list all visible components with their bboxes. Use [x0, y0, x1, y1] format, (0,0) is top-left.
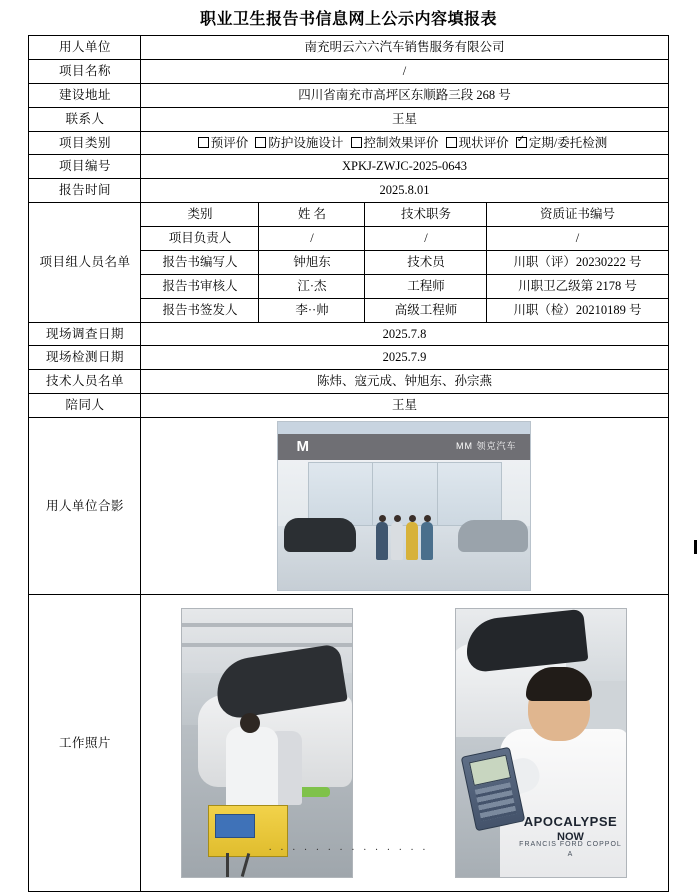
category-label: 项目类别	[29, 131, 141, 155]
test-date-label: 现场检测日期	[29, 346, 141, 370]
group-photo-label: 用人单位合影	[29, 418, 141, 595]
team-title-3: 高级工程师	[365, 298, 487, 322]
table-row-employer	[29, 36, 668, 60]
photo-device-screen	[469, 755, 511, 786]
team-cert-3: 川职（检）20210189 号	[487, 298, 668, 322]
public-disclosure-form	[28, 35, 668, 892]
team-header-2: 技术职务	[365, 203, 487, 227]
team-role-1: 报告书编写人	[141, 250, 259, 274]
checkbox-icon[interactable]	[446, 137, 457, 148]
team-role-0: 项目负责人	[141, 227, 259, 251]
table-row-category	[29, 131, 668, 155]
table-row-tech-staff	[29, 370, 668, 394]
category-option-4-label: 定期/委托检测	[528, 135, 608, 150]
category-option-3[interactable]	[446, 136, 509, 150]
work-photo-right	[455, 608, 627, 878]
employer-value: 南充明云六六汽车销售服务有限公司	[141, 36, 668, 60]
table-row-address	[29, 83, 668, 107]
team-header-0: 类别	[141, 203, 259, 227]
work-photo-row	[143, 608, 665, 878]
project-no-label: 项目编号	[29, 155, 141, 179]
address-value: 四川省南充市高坪区东顺路三段 268 号	[141, 83, 668, 107]
category-option-0-label: 预评价	[210, 135, 249, 150]
category-option-3-label: 现状评价	[458, 135, 509, 150]
team-header-3: 资质证书编号	[487, 203, 668, 227]
work-photo-label: 工作照片	[29, 595, 141, 892]
report-time-value: 2025.8.01	[141, 179, 668, 203]
shirt-text-secondary: NOW	[557, 831, 584, 844]
team-name-3: 李··帅	[259, 298, 365, 322]
project-no-value: XPKJ-ZWJC-2025-0643	[141, 155, 668, 179]
team-name-1: 钟旭东	[259, 250, 365, 274]
photo-car-left	[284, 518, 356, 552]
dealership-logo-icon: M	[296, 438, 310, 455]
table-row-group-photo	[29, 418, 668, 595]
team-name-2: 江·杰	[259, 274, 365, 298]
tech-staff-label: 技术人员名单	[29, 370, 141, 394]
group-photo-cell	[141, 418, 668, 595]
shirt-text-primary: APOCALYPSE	[523, 814, 618, 830]
escort-value: 王星	[141, 394, 668, 418]
category-option-2[interactable]	[351, 136, 439, 150]
employer-group-photo	[277, 421, 531, 591]
contact-label: 联系人	[29, 107, 141, 131]
table-row-team-header	[29, 203, 668, 227]
team-title-1: 技术员	[365, 250, 487, 274]
table-row-work-photos	[29, 595, 668, 892]
photo-people-group	[374, 514, 438, 560]
survey-date-value: 2025.7.8	[141, 322, 668, 346]
checkbox-checked-icon[interactable]	[516, 137, 527, 148]
category-option-2-label: 控制效果评价	[363, 135, 439, 150]
footer-dots: · · · · · · · · · · · · · ·	[268, 844, 429, 856]
photo-person	[391, 522, 403, 560]
escort-label: 陪同人	[29, 394, 141, 418]
category-option-1[interactable]	[255, 136, 343, 150]
team-name-0: /	[259, 227, 365, 251]
team-cert-1: 川职（评）20230222 号	[487, 250, 668, 274]
table-row-project-no	[29, 155, 668, 179]
table-row-project-name	[29, 59, 668, 83]
category-option-1-label: 防护设施设计	[268, 135, 344, 150]
team-role-3: 报告书签发人	[141, 298, 259, 322]
table-row-test-date	[29, 346, 668, 370]
test-date-value: 2025.7.9	[141, 346, 668, 370]
team-title-2: 工程师	[365, 274, 487, 298]
category-options	[141, 131, 668, 155]
photo-device-keypad	[475, 782, 517, 821]
contact-value: 王星	[141, 107, 668, 131]
category-option-4[interactable]	[516, 136, 607, 150]
team-role-2: 报告书审核人	[141, 274, 259, 298]
team-label: 项目组人员名单	[29, 203, 141, 322]
checkbox-icon[interactable]	[198, 137, 209, 148]
table-row-escort	[29, 394, 668, 418]
photo-person	[376, 522, 388, 560]
photo-beam	[182, 623, 352, 627]
photo-instrument-panel	[215, 814, 255, 838]
team-cert-2: 川职卫乙级第 2178 号	[487, 274, 668, 298]
table-row-report-time	[29, 179, 668, 203]
photo-person	[421, 522, 433, 560]
checkbox-icon[interactable]	[255, 137, 266, 148]
project-name-label: 项目名称	[29, 59, 141, 83]
report-time-label: 报告时间	[29, 179, 141, 203]
photo-person	[406, 522, 418, 560]
team-title-0: /	[365, 227, 487, 251]
work-photo-cell	[141, 595, 668, 892]
survey-date-label: 现场调查日期	[29, 322, 141, 346]
team-header-1: 姓 名	[259, 203, 365, 227]
tech-staff-value: 陈炜、寇元成、钟旭东、孙宗燕	[141, 370, 668, 394]
address-label: 建设地址	[29, 83, 141, 107]
checkbox-icon[interactable]	[351, 137, 362, 148]
project-name-value: /	[141, 59, 668, 83]
team-cert-0: /	[487, 227, 668, 251]
shirt-text-tertiary: FRANCIS FORD COPPOLA	[519, 841, 622, 858]
dealership-banner-text: MM 领克汽车	[455, 441, 517, 451]
photo-car-right	[458, 520, 528, 552]
table-row-survey-date	[29, 322, 668, 346]
photo-person-primary	[226, 727, 278, 813]
work-photo-left	[181, 608, 353, 878]
employer-label: 用人单位	[29, 36, 141, 60]
page-title: 职业卫生报告书信息网上公示内容填报表	[199, 11, 497, 28]
category-option-0[interactable]	[198, 136, 249, 150]
table-row-contact	[29, 107, 668, 131]
